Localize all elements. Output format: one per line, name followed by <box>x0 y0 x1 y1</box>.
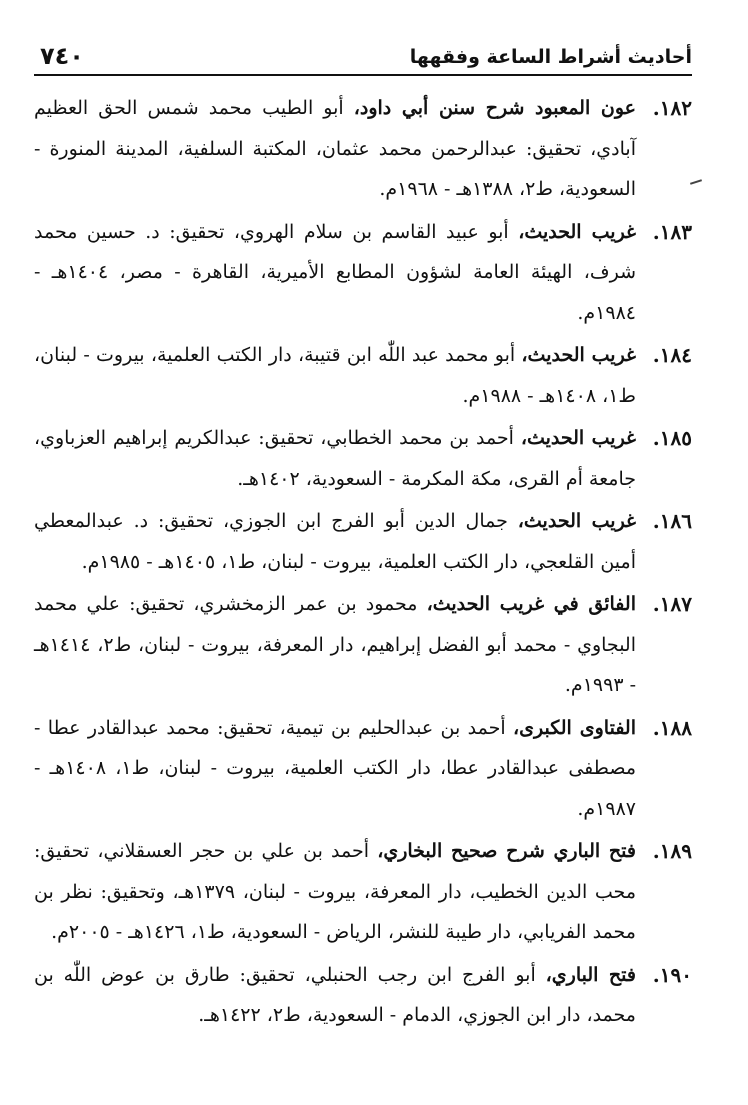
entry-text: أبو الفرج ابن رجب الحنبلي، تحقيق: طارق بن عوض اللّٰه بن محمد، دار ابن الجوزي، الدمام - السعودية، ط٢، ١٤٢٢هـ. <box>34 963 636 1026</box>
entry-title: الفتاوى الكبرى، <box>513 716 636 739</box>
bibliography-entry <box>34 708 692 830</box>
entry-number: ١٩٠. <box>652 962 692 987</box>
entry-text: أحمد بن علي بن حجر العسقلاني، تحقيق: محب الدين الخطيب، دار المعرفة، بيروت - لبنان، ١٣٧٩هـ، وتحقيق: نظر بن محمد الفريابي، دار طيبة للنشر، الرياض - السعودية، ط١، ١٤٢٦هـ - ٢٠٠٥م. <box>34 840 637 943</box>
entry-title: غريب الحديث، <box>518 220 636 243</box>
bibliography-entry <box>34 955 692 1036</box>
bibliography-entry <box>34 88 692 210</box>
entry-title: فتح الباري، <box>545 963 636 986</box>
bibliography-entry <box>34 584 692 706</box>
entry-number: ١٨٥. <box>652 426 692 450</box>
entry-number: ١٨٧. <box>652 592 692 616</box>
entry-number: ١٨٣. <box>652 219 692 244</box>
entry-number: ١٨٩. <box>652 839 692 863</box>
bibliography-entry <box>34 501 692 582</box>
entry-text: أبو عبيد القاسم بن سلام الهروي، تحقيق: د. حسين محمد شرف، الهيئة العامة لشؤون المطابع الأميرية، القاهرة - مصر، ١٤٠٤هـ - ١٩٨٤م. <box>34 220 636 324</box>
entry-number: ١٨٦. <box>652 509 692 533</box>
entry-text: أحمد بن محمد الخطابي، تحقيق: عبدالكريم إبراهيم العزباوي، جامعة أم القرى، مكة المكرمة - السعودية، ١٤٠٢هـ. <box>34 427 636 490</box>
entry-title: غريب الحديث، <box>517 510 636 532</box>
entry-text: محمود بن عمر الزمخشري، تحقيق: علي محمد البجاوي - محمد أبو الفضل إبراهيم، دار المعرفة، بيروت - لبنان، ط٢، ١٤١٤هـ - ١٩٩٣م. <box>34 593 636 696</box>
entry-number: ١٨٢. <box>652 96 692 120</box>
bibliography-entry <box>34 212 692 334</box>
entry-number: ١٨٨. <box>652 715 692 740</box>
entry-title: غريب الحديث، <box>521 344 636 366</box>
entry-title: الفائق في غريب الحديث، <box>426 593 636 615</box>
bibliography-entry <box>34 418 692 499</box>
entry-title: عون المعبود شرح سنن أبي داود، <box>353 97 636 119</box>
entry-text: أحمد بن عبدالحليم بن تيمية، تحقيق: محمد عبدالقادر عطا - مصطفى عبدالقادر عطا، دار الكتب العلمية، بيروت - لبنان، ط١، ١٤٠٨هـ - ١٩٨٧م. <box>34 716 637 820</box>
entry-title: غريب الحديث، <box>520 427 636 449</box>
running-header <box>34 40 692 76</box>
bibliography-entry <box>34 831 692 953</box>
header-title: أحاديث أشراط الساعة وفقهها <box>409 46 692 68</box>
bibliography-list <box>34 88 692 1038</box>
entry-text: أبو الطيب محمد شمس الحق العظيم آبادي، تحقيق: عبدالرحمن محمد عثمان، المكتبة السلفية، المدينة المنورة - السعودية، ط٢، ١٣٨٨هـ - ١٩٦٨م. <box>34 97 636 200</box>
bibliography-entry <box>34 335 692 416</box>
entry-title: فتح الباري شرح صحيح البخاري، <box>377 840 636 862</box>
entry-number: ١٨٤. <box>652 343 692 367</box>
entry-text: أبو محمد عبد اللّٰه ابن قتيبة، دار الكتب العلمية، بيروت - لبنان، ط١، ١٤٠٨هـ - ١٩٨٨م. <box>34 344 636 407</box>
entry-text: جمال الدين أبو الفرج ابن الجوزي، تحقيق: د. عبدالمعطي أمين القلعجي، دار الكتب العلمية، بيروت - لبنان، ط١، ١٤٠٥هـ - ١٩٨٥م. <box>34 510 636 573</box>
page-number: ٧٤٠ <box>40 42 84 70</box>
